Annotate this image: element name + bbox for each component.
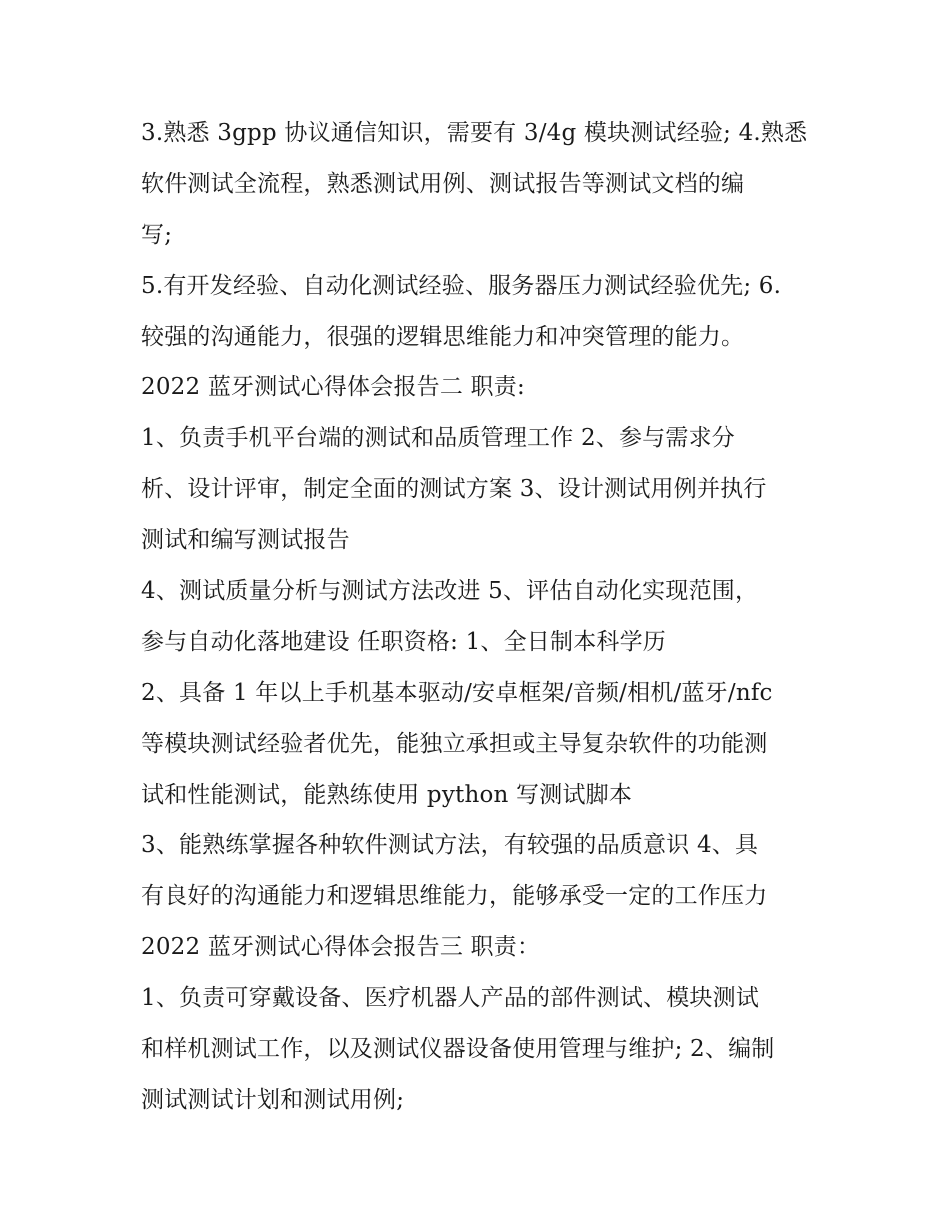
text-line: 有良好的沟通能力和逻辑思维能力，能够承受一定的工作压力 xyxy=(141,883,768,910)
text-line: 等模块测试经验者优先，能独立承担或主导复杂软件的功能测 xyxy=(141,730,768,757)
text-line: 3、能熟练掌握各种软件测试方法，有较强的品质意识 4、具 xyxy=(141,832,759,859)
text-line: 5.有开发经验、自动化测试经验、服务器压力测试经验优先; 6. xyxy=(141,272,782,299)
text-line: 析、设计评审，制定全面的测试方案 3、设计测试用例并执行 xyxy=(141,476,767,503)
section-heading-line: 2022 蓝牙测试心得体会报告三 职责： xyxy=(141,934,541,961)
text-line: 和样机测试工作，以及测试仪器设备使用管理与维护; 2、编制 xyxy=(141,1036,775,1063)
text-line: 测试和编写测试报告 xyxy=(141,527,350,554)
text-line: 2、具备 1 年以上手机基本驱动/安卓框架/音频/相机/蓝牙/nfc xyxy=(141,679,773,706)
text-line: 参与自动化落地建设 任职资格: 1、全日制本科学历 xyxy=(141,628,667,655)
text-line: 软件测试全流程，熟悉测试用例、测试报告等测试文档的编 xyxy=(141,170,745,197)
text-line: 测试测试计划和测试用例; xyxy=(141,1086,405,1113)
section-heading-line: 2022 蓝牙测试心得体会报告二 职责: xyxy=(141,374,525,401)
text-line: 试和性能测试，能熟练使用 python 写测试脚本 xyxy=(141,781,633,808)
text-line: 较强的沟通能力，很强的逻辑思维能力和冲突管理的能力。 xyxy=(141,323,745,350)
text-line: 4、测试质量分析与测试方法改进 5、评估自动化实现范围， xyxy=(141,578,759,605)
text-line: 1、负责可穿戴设备、医疗机器人产品的部件测试、模块测试 xyxy=(141,985,760,1012)
text-line: 写; xyxy=(141,221,173,248)
document-body xyxy=(141,108,821,1126)
text-line: 1、负责手机平台端的测试和品质管理工作 2、参与需求分 xyxy=(141,425,735,452)
text-line: 3.熟悉 3gpp 协议通信知识，需要有 3/4g 模块测试经验; 4.熟悉 xyxy=(141,120,808,146)
